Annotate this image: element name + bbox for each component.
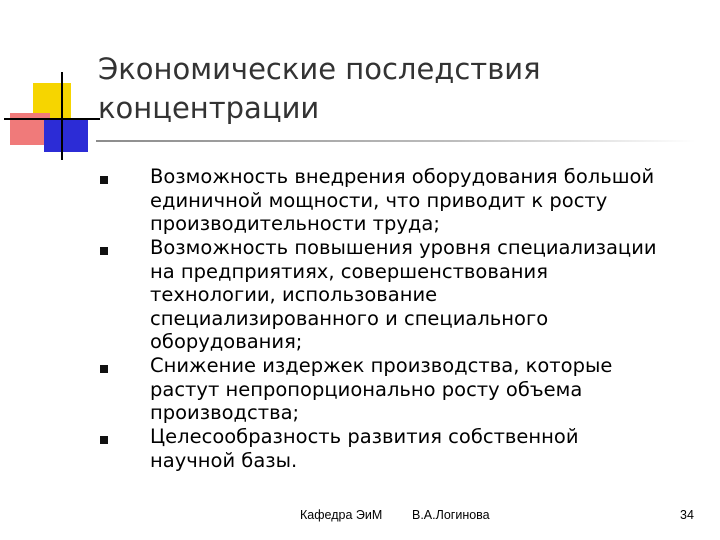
bullet-line: производства; xyxy=(150,401,300,424)
logo-blue-square xyxy=(44,118,88,152)
bullet-line: Целесообразность развития собственной xyxy=(150,425,579,448)
footer-department: Кафедра ЭиМ xyxy=(300,508,383,522)
logo-vertical-line xyxy=(61,72,63,160)
square-bullet-icon xyxy=(100,436,108,444)
bullet-line: оборудования; xyxy=(150,330,303,353)
bullet-line: Возможность внедрения оборудования большой xyxy=(150,165,655,188)
bullet-line: технологии, использование xyxy=(150,283,438,306)
bullet-text xyxy=(150,236,710,354)
footer-author: В.А.Логинова xyxy=(412,508,490,522)
slide-number: 34 xyxy=(680,508,694,522)
bullet-line: единичной мощности, что приводит к росту xyxy=(150,188,608,212)
square-bullet-icon xyxy=(100,365,108,373)
bullet-line: производительности труда; xyxy=(150,212,440,235)
logo-horizontal-line xyxy=(4,118,100,120)
bullet-line: на предприятиях, совершенствования xyxy=(150,259,548,283)
bullet-line: специализированного и специального xyxy=(150,306,549,330)
square-bullet-icon xyxy=(100,176,108,184)
bullet-line: научной базы. xyxy=(150,448,298,472)
bullet-text xyxy=(150,425,710,472)
bullet-text xyxy=(150,354,710,425)
bullet-text xyxy=(150,165,710,236)
square-bullet-icon xyxy=(100,247,108,255)
title-divider xyxy=(96,140,696,142)
slide-title-line-1: Экономические последствия xyxy=(98,52,541,86)
bullet-line: Снижение издержек производства, которые xyxy=(150,354,613,377)
slide-title-line-2: концентрации xyxy=(98,91,320,125)
bullet-line: растут непропорционально росту объема xyxy=(150,377,583,401)
slide-title xyxy=(98,50,658,128)
bullet-line: Возможность повышения уровня специализации xyxy=(150,236,657,259)
